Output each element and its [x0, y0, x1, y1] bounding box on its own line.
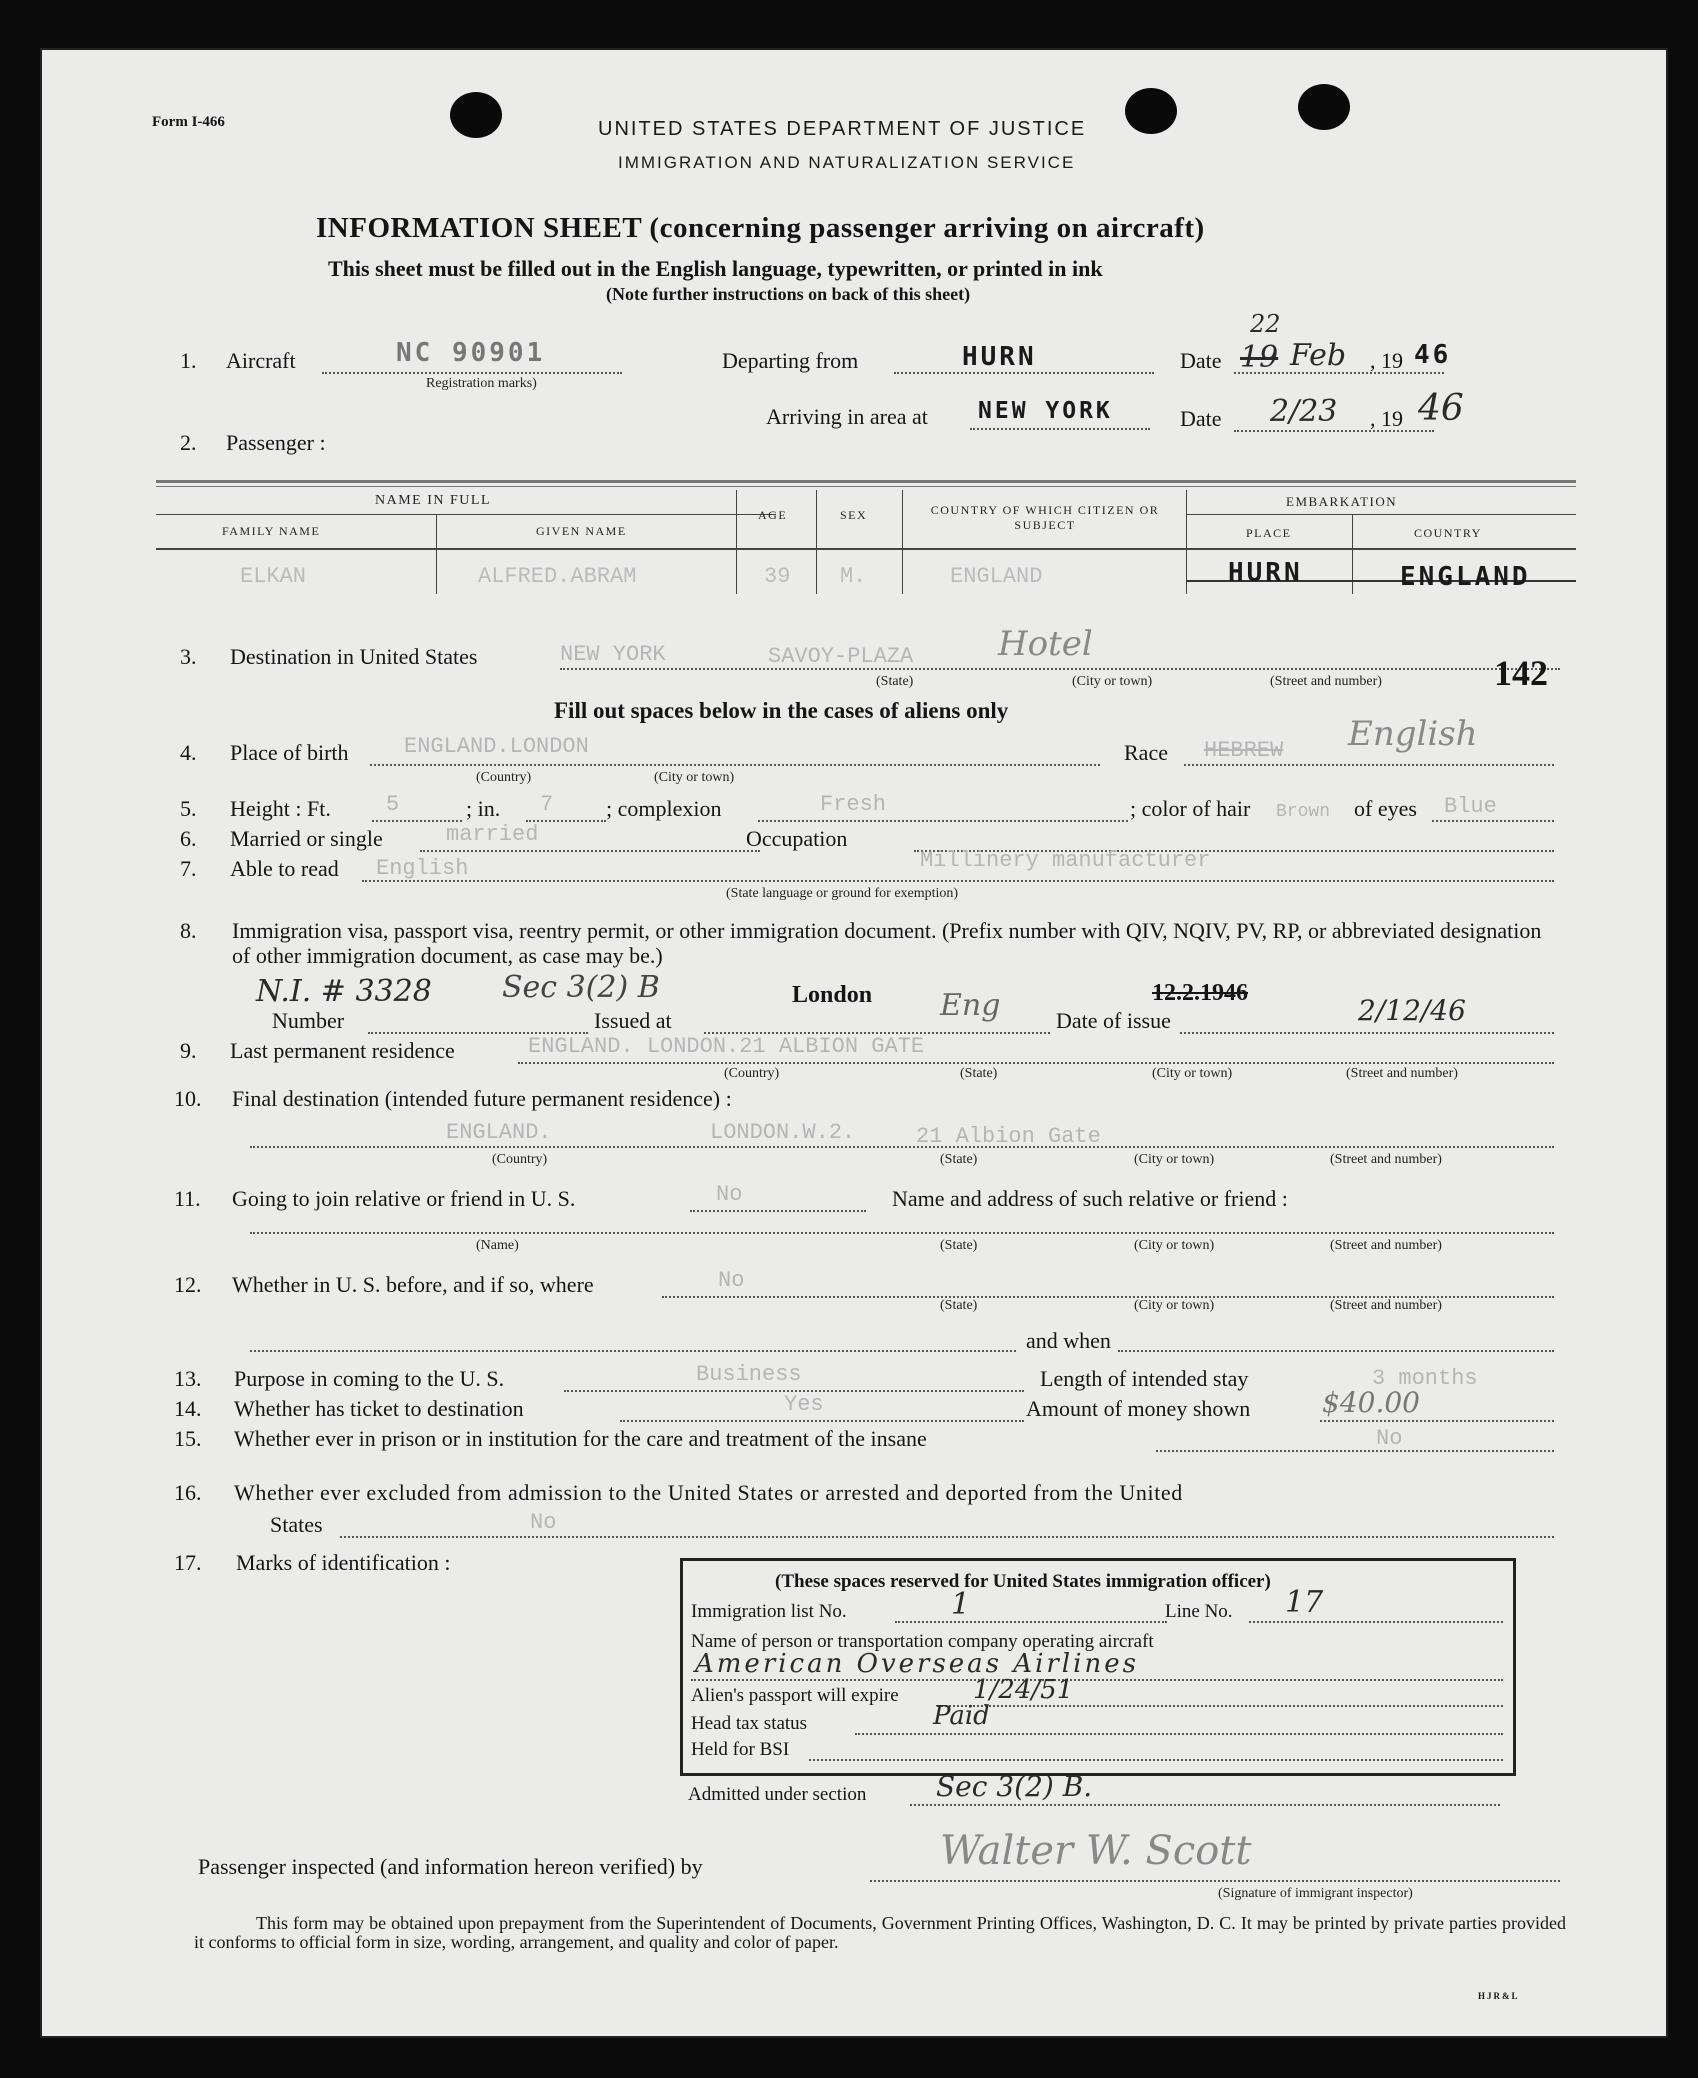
passenger-label: Passenger : [226, 430, 326, 455]
join-relative-label: Going to join relative or friend in U. S. [232, 1186, 576, 1211]
date-label: Date [1180, 348, 1222, 373]
married-label: Married or single [230, 826, 383, 851]
complexion-label: ; complexion [606, 796, 722, 821]
list-number-line [895, 1621, 1167, 1623]
cell-sex: M. [840, 564, 867, 589]
line-number-value: 17 [1285, 1585, 1324, 1620]
item-number: 1. [180, 348, 197, 373]
expire-label: Alien's passport will expire [691, 1685, 899, 1706]
height-ft: 5 [386, 792, 400, 817]
us-before-value: No [718, 1268, 745, 1293]
list-number-value: 1 [951, 1587, 971, 1622]
immigration-document-text: Immigration visa, passport visa, reentry permit, or other immigration document. (Prefix number with QIV, NQIV, PV, RP, or abbreviated designation of other immigration document, as case may be.) [232, 918, 1542, 968]
header-name-in-full: NAME IN FULL [375, 493, 491, 508]
occupation-label: Occupation [746, 826, 848, 851]
header-place: PLACE [1246, 526, 1292, 540]
height-in: 7 [540, 792, 554, 817]
officer-box-heading: (These spaces reserved for United States immigration officer) [775, 1571, 1271, 1592]
arriving-value: NEW YORK [978, 398, 1113, 424]
aircraft-value: NC 90901 [396, 338, 546, 368]
final-city: LONDON.W.2. [710, 1120, 856, 1145]
year2-prefix: , 19 [1370, 406, 1403, 431]
identification-label: Marks of identification : [236, 1550, 451, 1575]
service-name: IMMIGRATION AND NATURALIZATION SERVICE [618, 153, 1076, 172]
when-line [1118, 1350, 1554, 1352]
ticket-line [620, 1420, 1024, 1422]
purpose-value: Business [696, 1362, 802, 1387]
signature-line [870, 1880, 1560, 1882]
departing-label: Departing from [722, 348, 859, 373]
and-when-label: and when [1026, 1328, 1111, 1353]
issue-date-struck: 12.2.1946 [1152, 980, 1248, 1006]
aircraft-line [322, 372, 622, 374]
state-caption: (State) [960, 1066, 998, 1081]
operator-line [691, 1679, 1503, 1681]
section-value: Sec 3(2) B. [936, 1770, 1093, 1803]
arriving-line [970, 428, 1150, 430]
height-label: Height : Ft. [230, 796, 331, 821]
line-number-line [1249, 1621, 1503, 1623]
issue-date-line [1180, 1032, 1554, 1034]
header-sex: SEX [840, 508, 868, 522]
tax-label: Head tax status [691, 1713, 808, 1734]
married-value: married [446, 822, 539, 847]
street-caption: (Street and number) [1330, 1152, 1442, 1167]
arriving-label: Arriving in area at [766, 404, 928, 429]
street-caption: (Street and number) [1330, 1238, 1442, 1253]
date-of-issue-label: Date of issue [1056, 1008, 1171, 1033]
item-number: 15. [174, 1426, 202, 1451]
agency-name: UNITED STATES DEPARTMENT OF JUSTICE [598, 118, 1087, 140]
ticket-value: Yes [784, 1392, 824, 1417]
destination-hotel: Hotel [998, 624, 1093, 664]
eyes-label: of eyes [1354, 796, 1417, 821]
destination-state: NEW YORK [560, 642, 666, 667]
item-number: 10. [174, 1086, 202, 1111]
name-caption: (Name) [476, 1238, 519, 1253]
excluded-value: No [530, 1510, 557, 1535]
page-number: 142 [1494, 653, 1548, 693]
item-number: 4. [180, 740, 197, 765]
item-number: 2. [180, 430, 197, 455]
header-given-name: GIVEN NAME [536, 524, 627, 538]
item-number: 11. [174, 1186, 201, 1211]
and-when-line [250, 1350, 1016, 1352]
document-number: N.I. # 3328 [256, 974, 432, 1009]
ticket-label: Whether has ticket to destination [234, 1396, 524, 1421]
aliens-heading: Fill out spaces below in the cases of aliens only [554, 698, 1009, 723]
destination-line [560, 668, 1560, 670]
tax-line [855, 1733, 1503, 1735]
read-label: Able to read [230, 856, 339, 881]
form-sheet [40, 48, 1668, 2038]
stay-value: 3 months [1372, 1366, 1478, 1391]
country-caption: (Country) [492, 1152, 548, 1167]
residence-label: Last permanent residence [230, 1038, 455, 1063]
money-label: Amount of money shown [1026, 1396, 1251, 1421]
expire-line [937, 1705, 1503, 1707]
tax-value: Paid [933, 1701, 990, 1731]
operator-value: American Overseas Airlines [695, 1649, 1139, 1679]
birth-label: Place of birth [230, 740, 349, 765]
printer-mark: HJR&L [1478, 1991, 1520, 2001]
issue-date-hand: 2/12/46 [1358, 994, 1466, 1027]
item-number: 12. [174, 1272, 202, 1297]
excluded-line [340, 1536, 1554, 1538]
prison-label: Whether ever in prison or in institution for the care and treatment of the insane [234, 1426, 927, 1451]
bsi-line [809, 1759, 1503, 1761]
item-number: 17. [174, 1550, 202, 1575]
header-embarkation: EMBARKATION [1286, 494, 1398, 509]
bsi-label: Held for BSI [691, 1739, 790, 1760]
line-number-label: Line No. [1165, 1601, 1233, 1622]
purpose-label: Purpose in coming to the U. S. [234, 1366, 505, 1391]
state-caption: (State) [940, 1298, 978, 1313]
punch-hole [1298, 84, 1350, 130]
read-line [362, 880, 1554, 882]
page-title: INFORMATION SHEET (concerning passenger arriving on aircraft) [316, 212, 1205, 244]
street-caption: (Street and number) [1330, 1298, 1442, 1313]
race-label: Race [1124, 740, 1168, 765]
registration-caption: Registration marks) [426, 376, 537, 391]
page-subtitle: This sheet must be filled out in the English language, typewritten, or printed in ink [328, 256, 1103, 281]
state-caption: (State) [876, 674, 914, 689]
final-country: ENGLAND. [446, 1120, 552, 1145]
married-line [420, 850, 760, 852]
year2-value: 46 [1418, 388, 1464, 429]
destination-label: Destination in United States [230, 644, 478, 669]
read-caption: (State language or ground for exemption) [726, 886, 959, 901]
date2-label: Date [1180, 406, 1222, 431]
date2-value: 2/23 [1270, 394, 1338, 429]
hair-value: Brown [1276, 802, 1331, 822]
join-relative-line [690, 1210, 866, 1212]
year-value: 46 [1414, 340, 1452, 370]
read-value: English [376, 856, 469, 881]
list-number-label: Immigration list No. [691, 1601, 847, 1622]
cell-age: 39 [764, 564, 791, 589]
country-caption: (Country) [724, 1066, 780, 1081]
date-struck: 19 [1240, 340, 1279, 375]
race-value: English [1348, 714, 1478, 754]
money-line [1320, 1420, 1554, 1422]
document-section: Sec 3(2) B [502, 970, 660, 1005]
residence-line [518, 1062, 1554, 1064]
complexion-line [758, 820, 1128, 822]
inspector-signature: Walter W. Scott [940, 1828, 1252, 1874]
race-line [1184, 764, 1554, 766]
prison-value: No [1376, 1426, 1403, 1451]
final-street: 21 Albion Gate [916, 1124, 1101, 1149]
item-number: 16. [174, 1480, 202, 1505]
instructions-note: (Note further instructions on back of this sheet) [606, 284, 971, 304]
item-number: 7. [180, 856, 197, 881]
eyes-value: Blue [1444, 794, 1497, 819]
item-number: 14. [174, 1396, 202, 1421]
issued-at-typed: London [792, 982, 873, 1008]
country-caption: (Country) [476, 770, 532, 785]
date2-line [1234, 430, 1434, 432]
issued-at-label: Issued at [594, 1008, 672, 1033]
officer-box [680, 1558, 1516, 1776]
city-caption: (City or town) [654, 770, 735, 785]
prison-line [1156, 1450, 1554, 1452]
money-value: $40.00 [1322, 1386, 1420, 1419]
relative-address-label: Name and address of such relative or friend : [892, 1186, 1288, 1211]
header-age: AGE [758, 508, 788, 522]
section-label: Admitted under section [688, 1784, 867, 1805]
header-emb-country: COUNTRY [1414, 526, 1482, 540]
signature-caption: (Signature of immigrant inspector) [1218, 1886, 1413, 1901]
state-caption: (State) [940, 1238, 978, 1253]
city-caption: (City or town) [1152, 1066, 1233, 1081]
excluded-label-cont: States [270, 1512, 323, 1537]
final-destination-label: Final destination (intended future permanent residence) : [232, 1086, 732, 1111]
excluded-label: Whether ever excluded from admission to the United States or arrested and deported from the United [234, 1480, 1183, 1505]
street-caption: (Street and number) [1346, 1066, 1458, 1081]
item-number: 6. [180, 826, 197, 851]
birth-value: ENGLAND.LONDON [404, 734, 589, 759]
birth-line [370, 764, 1100, 766]
header-family-name: FAMILY NAME [222, 524, 321, 538]
issued-at-hand: Eng [940, 988, 1001, 1023]
year-prefix: , 19 [1370, 348, 1403, 373]
us-before-label: Whether in U. S. before, and if so, where [232, 1272, 594, 1297]
occupation-value: Millinery manufacturer [920, 848, 1211, 873]
cell-given-name: ALFRED.ABRAM [478, 564, 637, 589]
city-caption: (City or town) [1072, 674, 1153, 689]
eyes-line [1432, 820, 1554, 822]
aircraft-label: Aircraft [226, 348, 296, 373]
header-country-citizen: COUNTRY OF WHICH CITIZEN OR SUBJECT [930, 503, 1160, 532]
street-caption: (Street and number) [1270, 674, 1382, 689]
item-number: 5. [180, 796, 197, 821]
residence-value: ENGLAND. LONDON.21 ALBION GATE [528, 1034, 925, 1059]
stay-label: Length of intended stay [1040, 1366, 1249, 1391]
departing-line [894, 372, 1154, 374]
city-caption: (City or town) [1134, 1152, 1215, 1167]
hair-label: ; color of hair [1130, 796, 1251, 821]
item-number: 13. [174, 1366, 202, 1391]
item-number: 9. [180, 1038, 197, 1063]
race-struck: HEBREW [1204, 738, 1284, 763]
footer-note: This form may be obtained upon prepayment from the Superintendent of Documents, Government Printing Offices, Washington, D. C. It may be printed by private parties provided it conforms to official form in size, wording, arrangement, and quality and color of paper. [194, 1913, 1566, 1952]
inches-label: ; in. [466, 796, 501, 821]
final-destination-line [250, 1146, 1554, 1148]
expire-value: 1/24/51 [973, 1675, 1074, 1705]
item-number: 8. [180, 918, 197, 943]
number-label: Number [272, 1008, 345, 1033]
section-line [910, 1804, 1500, 1806]
cell-embark-country: ENGLAND [1400, 562, 1531, 592]
punch-hole [1125, 88, 1177, 134]
form-number: Form I-466 [152, 114, 225, 130]
date-correction: 22 [1250, 310, 1281, 338]
city-caption: (City or town) [1134, 1298, 1215, 1313]
punch-hole [450, 92, 502, 138]
date-month: Feb [1290, 338, 1347, 373]
cell-family-name: ELKAN [240, 564, 307, 589]
departing-value: HURN [962, 342, 1037, 372]
relative-address-line [250, 1232, 1554, 1234]
item-number: 3. [180, 644, 197, 669]
state-caption: (State) [940, 1152, 978, 1167]
complexion-value: Fresh [820, 792, 887, 817]
join-relative-value: No [716, 1182, 743, 1207]
inspection-label: Passenger inspected (and information hereon verified) by [198, 1854, 703, 1879]
cell-country: ENGLAND [950, 564, 1043, 589]
destination-city: SAVOY-PLAZA [768, 644, 914, 669]
operator-label: Name of person or transportation company operating aircraft [691, 1631, 1154, 1652]
cell-embark-place: HURN [1228, 558, 1303, 588]
city-caption: (City or town) [1134, 1238, 1215, 1253]
